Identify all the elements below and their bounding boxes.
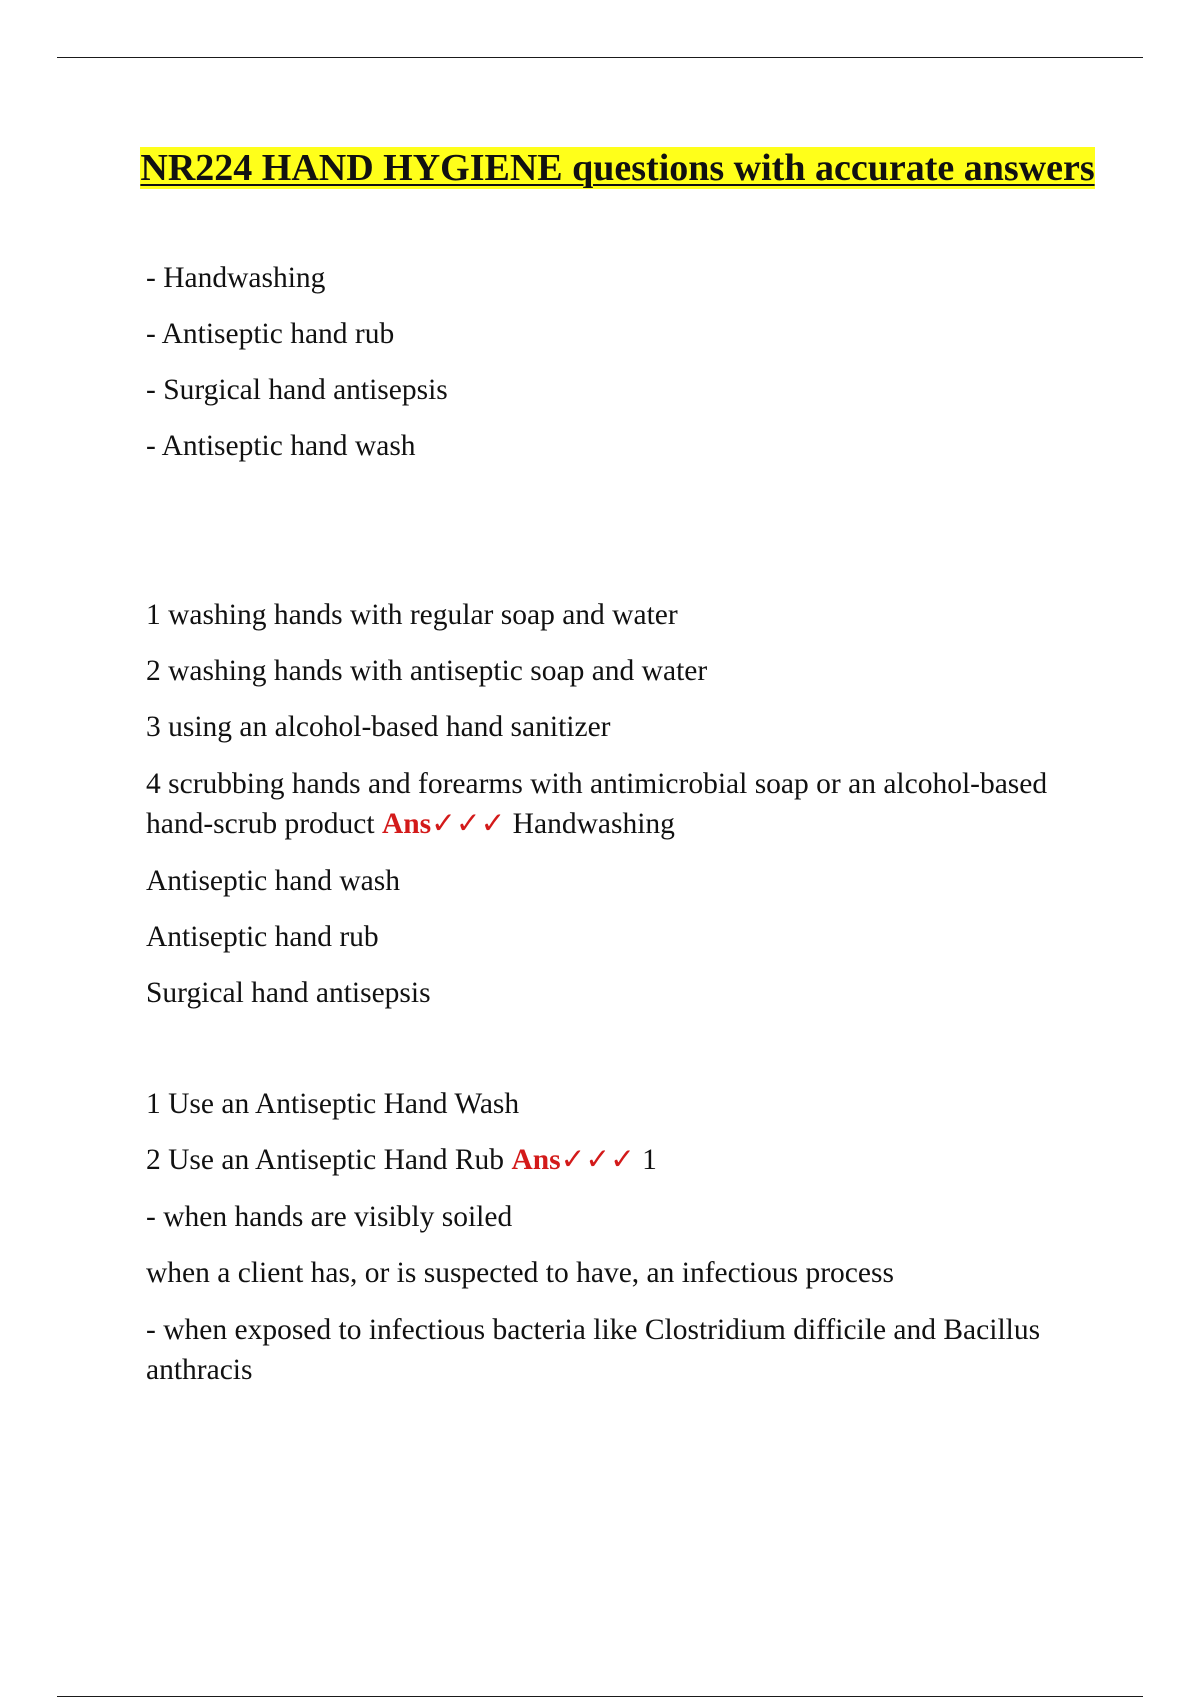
bottom-rule bbox=[57, 1696, 1143, 1697]
checkmark-icon: ✓✓✓ bbox=[560, 1144, 635, 1176]
answer-text: Handwashing bbox=[512, 808, 675, 840]
question2-item: 1 Use an Antiseptic Hand Wash bbox=[146, 1088, 520, 1120]
question1-item4 bbox=[146, 764, 1066, 844]
question2-line: when a client has, or is suspected to have, an infectious process bbox=[146, 1257, 894, 1289]
document-title bbox=[120, 143, 1115, 193]
question2-line: - when exposed to infectious bacteria like Clostridium difficile and Bacillus anthracis bbox=[146, 1314, 1041, 1386]
checkmark-icon: ✓✓✓ bbox=[431, 808, 506, 840]
bullet-item: - Surgical hand antisepsis bbox=[146, 374, 448, 406]
answer-label: Ans bbox=[511, 1144, 561, 1176]
answer-line: Antiseptic hand rub bbox=[146, 921, 379, 953]
question1-item4-text: 4 scrubbing hands and forearms with antimicrobial soap or an alcohol-based hand-scrub product bbox=[146, 768, 1048, 840]
question2-item2-text: 2 Use an Antiseptic Hand Rub bbox=[146, 1144, 505, 1176]
bullet-item: - Antiseptic hand wash bbox=[146, 430, 416, 462]
bullet-item: - Handwashing bbox=[146, 262, 326, 294]
question2-line: - when hands are visibly soiled bbox=[146, 1201, 513, 1233]
document-title-text: NR224 HAND HYGIENE questions with accurate answers bbox=[140, 147, 1095, 189]
question2-item2 bbox=[146, 1140, 1066, 1180]
question1-item: 2 washing hands with antiseptic soap and water bbox=[146, 655, 708, 687]
question1-item: 1 washing hands with regular soap and water bbox=[146, 599, 678, 631]
top-rule bbox=[57, 57, 1143, 58]
bullet-item: - Antiseptic hand rub bbox=[146, 318, 395, 350]
answer-text: 1 bbox=[642, 1144, 657, 1176]
answer-line: Surgical hand antisepsis bbox=[146, 977, 431, 1009]
answer-label: Ans bbox=[381, 808, 432, 840]
question1-item: 3 using an alcohol-based hand sanitizer bbox=[146, 711, 611, 743]
answer-line: Antiseptic hand wash bbox=[146, 865, 400, 897]
